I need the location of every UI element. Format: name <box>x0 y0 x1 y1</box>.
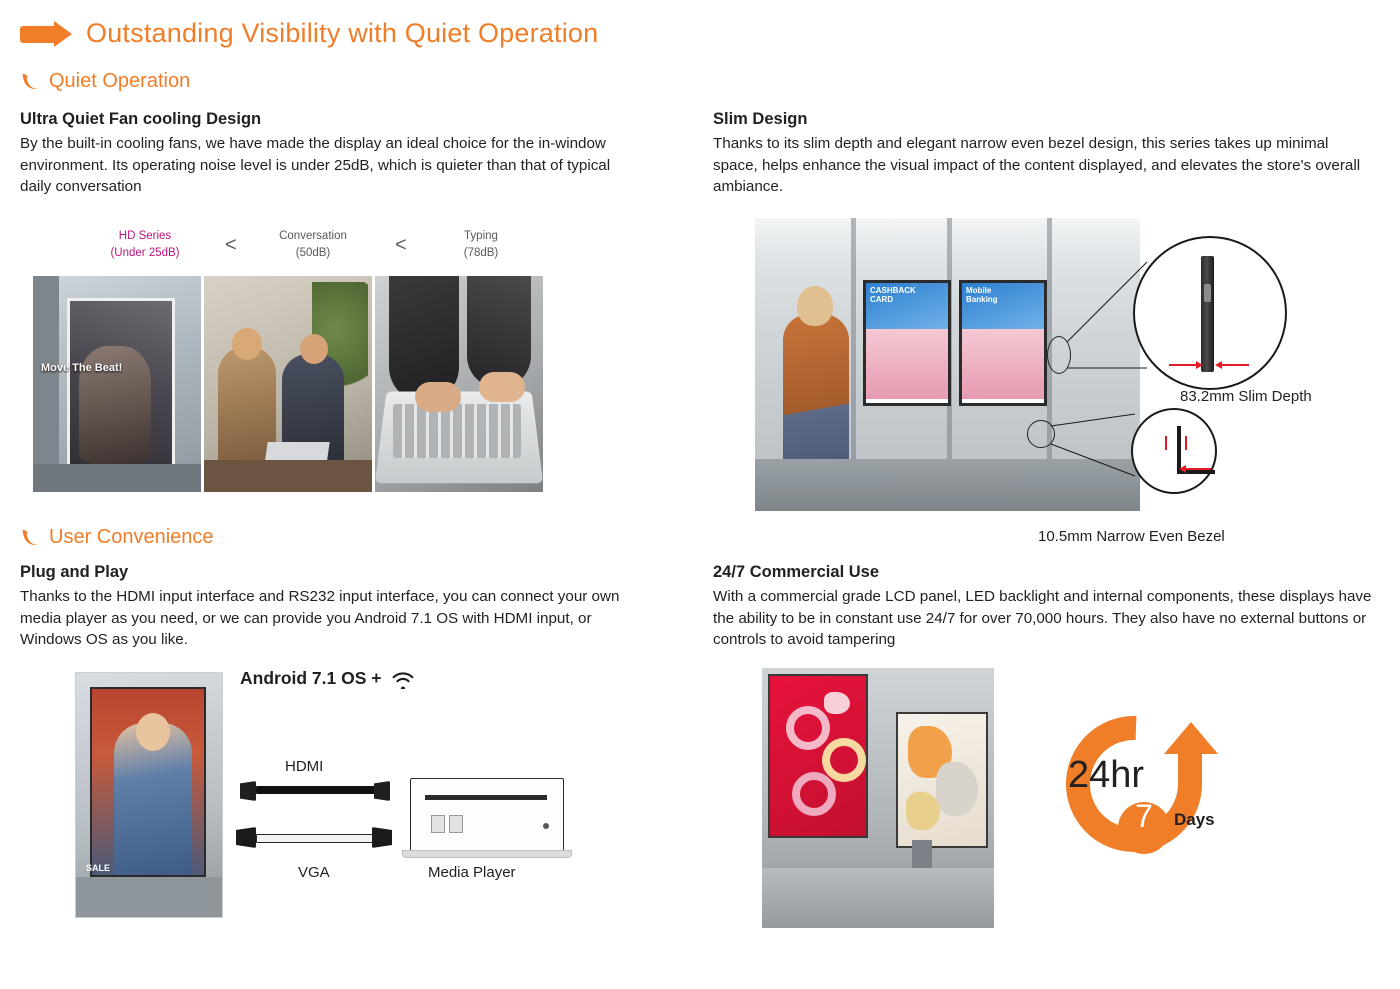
hdmi-cable <box>256 786 376 794</box>
block-plug-and-play <box>20 563 650 651</box>
android-os-label <box>240 668 416 689</box>
slim-depth-label: 83.2mm Slim Depth <box>1180 388 1312 405</box>
android-os-text: Android 7.1 OS + <box>240 668 382 688</box>
vga-cable <box>256 834 378 843</box>
signage-a <box>863 280 951 406</box>
noise-item-value: (50dB) <box>295 246 331 259</box>
photo-display-window <box>33 276 201 492</box>
media-player-base <box>402 850 572 858</box>
plug-and-play-graphic <box>70 668 630 928</box>
swoosh-icon <box>20 527 42 549</box>
block-body: By the built-in cooling fans, we have made the display an ideal choice for the in-window environment. Its operating noise level is under 25dB, which is quieter than that of typical daily conversation <box>20 135 611 196</box>
block-body: Thanks to its slim depth and elegant narrow even bezel design, this series takes up minimal space, helps enhance the visual impact of the content displayed, and elevates the store's overall ambiance. <box>713 135 1361 196</box>
zoom-marker-edge <box>1047 336 1071 374</box>
hdmi-plug-right <box>374 781 390 801</box>
vga-plug-left <box>236 827 256 848</box>
retail-kiosk-photo <box>762 668 994 928</box>
page-title: Outstanding Visibility with Quiet Operation <box>86 18 599 48</box>
signage-line2: CARD <box>870 294 894 304</box>
noise-item-name: Conversation <box>279 230 347 242</box>
section-heading-user-convenience <box>20 526 214 549</box>
noise-item-value: (78dB) <box>463 246 499 259</box>
display-caption: SALE <box>86 863 111 873</box>
photo-caption: Move The Beat! <box>41 362 123 374</box>
zoom-marker-corner <box>1027 420 1055 448</box>
media-player-label: Media Player <box>428 864 516 881</box>
block-body: With a commercial grade LCD panel, LED backlight and internal components, these displays have the ability to be in constant use 24/7 for over 70,000 hours. They also have no external buttons or controls to avoid tampering <box>713 588 1372 649</box>
wifi-icon <box>390 669 416 689</box>
badge-days-number: 7 <box>1135 798 1153 834</box>
signage-line1: Mobile <box>966 286 992 295</box>
kiosk-abstract <box>896 712 988 848</box>
block-slim-design <box>713 110 1363 198</box>
block-commercial-use <box>713 563 1373 651</box>
block-body: Thanks to the HDMI input interface and RS232 input interface, you can connect your own media player as you need, or we can provide you Android 7.1 OS with HDMI input, or Windows OS as you like. <box>20 588 620 649</box>
section-label: User Convenience <box>49 526 214 548</box>
badge-hours-label: 24hr <box>1068 754 1145 796</box>
comparator-icon-1: < <box>225 234 237 256</box>
noise-item-name: HD Series <box>118 230 172 242</box>
vertical-display-photo <box>75 672 223 918</box>
noise-comparison-graphic <box>33 228 543 492</box>
section-label: Quiet Operation <box>49 70 191 92</box>
vga-plug-right <box>372 827 392 848</box>
storefront-photo <box>755 218 1140 511</box>
narrow-bezel-label: 10.5mm Narrow Even Bezel <box>1038 528 1225 545</box>
swoosh-icon <box>20 71 42 93</box>
noise-item-hd <box>75 228 215 261</box>
signage-line2: Banking <box>966 294 998 304</box>
slim-design-graphic <box>755 218 1375 548</box>
block-title: Plug and Play <box>20 563 129 581</box>
vga-label: VGA <box>298 864 330 881</box>
block-title: Slim Design <box>713 110 808 128</box>
block-title: Ultra Quiet Fan cooling Design <box>20 110 262 128</box>
noise-item-name: Typing <box>464 230 498 242</box>
block-title: 24/7 Commercial Use <box>713 563 880 581</box>
hdmi-plug-left <box>240 781 256 801</box>
signage-b <box>959 280 1047 406</box>
comparator-icon-2: < <box>395 234 407 256</box>
noise-photo-row <box>33 276 543 492</box>
commercial-use-graphic <box>762 668 1342 930</box>
hdmi-label: HDMI <box>285 758 324 775</box>
kiosk-red <box>768 674 868 838</box>
callout-narrow-bezel <box>1131 408 1217 494</box>
section-heading-quiet-operation <box>20 70 190 93</box>
page-header <box>20 18 598 49</box>
media-player-box <box>410 778 564 852</box>
callout-slim-depth <box>1133 236 1287 390</box>
noise-labels <box>33 228 543 272</box>
signage-line1: CASHBACK <box>870 286 916 295</box>
photo-typing <box>375 276 543 492</box>
arrow-marker-icon <box>20 21 72 47</box>
noise-item-typing <box>411 228 551 261</box>
badge-days-label: Days <box>1174 810 1215 829</box>
noise-item-value: (Under 25dB) <box>110 246 180 259</box>
noise-item-conversation <box>243 228 383 261</box>
block-ultra-quiet <box>20 110 640 198</box>
photo-conversation <box>204 276 372 492</box>
